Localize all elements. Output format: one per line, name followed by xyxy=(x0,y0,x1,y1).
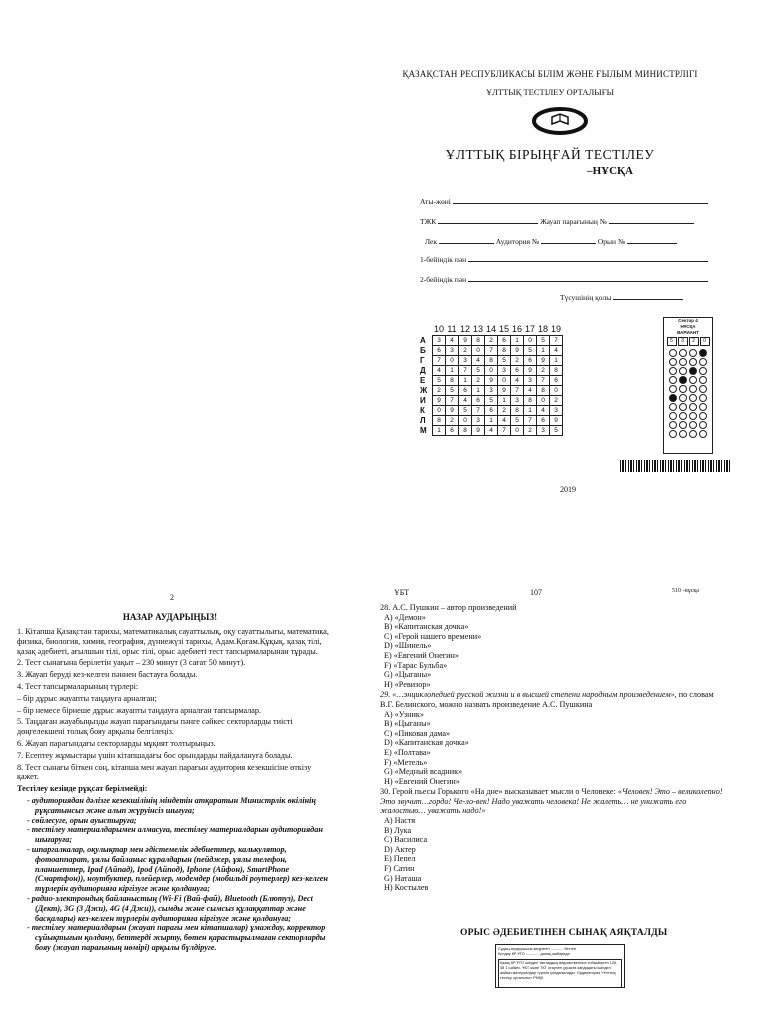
grid-cell: 5 xyxy=(550,426,563,436)
stamp-body: Қазақ КР ҰТО ішіндегі таптардың ведомственных тобымерген 126, 38 1 сәйкес. ҰБТ және ТКТ отаулен ұқсаста кандидаты ішіндегі жайын материалдар түрліге қолданылады. Ординатория «Ұлттық тестіку орталығы» РМҚК xyxy=(498,959,622,988)
page-variant: 510 -нұсқа xyxy=(672,588,699,594)
page-code: ҰБТ xyxy=(394,588,410,597)
instruction-item: – бір немесе бірнеше дұрыс жауапты таңдауға арналған тапсырмалар. xyxy=(17,705,262,715)
grid-cell: 3 xyxy=(537,426,550,436)
instruction-item: 8. Тест сынағы біткен соң, кітапша мен жауап парағын аудитория кезекшісіне өткізу қажет. xyxy=(17,762,312,782)
omr-bubble-row xyxy=(664,412,712,420)
rule-item: - сөйлесуге, орын ауыстыруға; xyxy=(27,816,335,826)
grid-cell: 0 xyxy=(550,386,563,396)
grid-col-header: 13 xyxy=(472,323,483,334)
grid-cell: 1 xyxy=(485,416,498,426)
grid-cell: 9 xyxy=(459,336,472,346)
grid-row-label: А xyxy=(420,336,426,345)
grid-cell: 4 xyxy=(459,396,472,406)
answer-option: B) «Цыганы» xyxy=(384,719,431,729)
year: 2019 xyxy=(560,485,576,494)
grid-cell: 0 xyxy=(485,366,498,376)
answer-option: C) «Пиковая дама» xyxy=(384,728,451,738)
omr-bubble xyxy=(699,385,707,393)
profile1-field xyxy=(420,253,708,264)
omr-bubble xyxy=(699,403,707,411)
grid-cell: 6 xyxy=(459,386,472,396)
omr-bubble xyxy=(699,412,707,420)
profile2-label: 2-бейіндік пән xyxy=(420,275,467,284)
iin-label: ТЖК xyxy=(420,217,437,226)
rules-heading: Тестілеу кезінде рұқсат берілмейді: xyxy=(17,784,148,794)
grid-cell: 1 xyxy=(537,346,550,356)
grid-cell: 0 xyxy=(459,416,472,426)
answer-option: B) «Капитанская дочка» xyxy=(384,622,469,632)
instruction-item: – бір дұрыс жауапты таңдауға арналған; xyxy=(17,693,157,703)
omr-bubble xyxy=(689,349,697,357)
grid-cell: 1 xyxy=(459,376,472,386)
omr-bubble-row xyxy=(664,349,712,357)
grid-cell: 1 xyxy=(524,406,537,416)
grid-cell: 6 xyxy=(524,356,537,366)
stamp-line: Қолдау КР ҰТО ............. данаң жабарида xyxy=(498,952,570,956)
omr-bubble-row xyxy=(664,385,712,393)
instruction-item: 6. Жауап парағындағы секторларды мұқият толтырыңыз. xyxy=(17,738,216,748)
grid-cell: 5 xyxy=(446,386,459,396)
grid-cell: 1 xyxy=(511,336,524,346)
approval-stamp xyxy=(495,944,625,988)
answer-option: D) «Капитанская дочка» xyxy=(384,738,469,748)
grid-cell: 5 xyxy=(472,366,485,376)
answer-option: A) «Узник» xyxy=(384,709,424,719)
omr-bubble xyxy=(689,421,697,429)
answer-option: F) «Метель» xyxy=(384,757,428,767)
grid-col-header: 17 xyxy=(524,323,535,334)
grid-row-label: И xyxy=(420,396,426,405)
grid-col-header: 18 xyxy=(537,323,548,334)
grid-col-header: 10 xyxy=(433,323,444,334)
omr-bubble xyxy=(669,403,677,411)
grid-row xyxy=(420,336,563,346)
omr-bubble xyxy=(699,376,707,384)
grid-cell: 7 xyxy=(472,406,485,416)
grid-cell: 6 xyxy=(433,346,446,356)
grid-cell: 3 xyxy=(446,346,459,356)
omr-bubble xyxy=(679,394,687,402)
cover-page xyxy=(380,55,750,510)
grid-cell: 5 xyxy=(511,416,524,426)
grid-cell: 3 xyxy=(485,386,498,396)
grid-cell: 3 xyxy=(511,396,524,406)
grid-cell: 4 xyxy=(511,376,524,386)
questions-page xyxy=(380,582,740,1024)
answer-option: D) «Шинель» xyxy=(384,641,432,651)
rule-item: - шпаргалкалар, оқулықтар мен әдістемелік әдебиеттер, калькулятор, фотоаппарат, ұялы байланыс құралдарын (пейджер, ұялы телефон, планшеттер, Ipad (Айпад), Ipod (Айпод), Iphone (Айфон), SmartPhone (Смартфон)), ноутбуктер, плейерлер, модемдер (мобильді роутерлер) кез-келген түрлерін аудиторияға кіргізуге және қолдануға; xyxy=(27,845,335,894)
omr-bubble-row xyxy=(664,358,712,366)
grid-row-label: М xyxy=(420,426,427,435)
instruction-item: 2. Тест сынағына берілетін уақыт – 230 минут (3 сағат 50 минут). xyxy=(17,658,246,668)
grid-cell: 1 xyxy=(433,426,446,436)
omr-bubble xyxy=(699,349,707,357)
answer-option: H) Костылев xyxy=(384,883,429,893)
ntc-logo-icon xyxy=(530,105,590,137)
grid-cell: 4 xyxy=(485,426,498,436)
grid-cell: 2 xyxy=(472,376,485,386)
grid-row xyxy=(420,426,563,436)
instruction-item: 5. Таңдаған жауабыңызды жауап парағындағы пәнге сәйкес секторларды тиісті дөңгелекшені толық бояу арқылы белгілеңіз. xyxy=(17,717,293,737)
grid-cell: 6 xyxy=(550,376,563,386)
grid-cell: 7 xyxy=(446,396,459,406)
question-28-options xyxy=(380,613,725,690)
omr-header-kz: НҰСҚА xyxy=(680,324,696,329)
omr-bubble xyxy=(669,421,677,429)
omr-bubble xyxy=(669,349,677,357)
omr-bubble xyxy=(689,403,697,411)
grid-cell: 8 xyxy=(511,406,524,416)
omr-bubble xyxy=(679,430,687,438)
grid-cell: 8 xyxy=(446,376,459,386)
grid-cell: 3 xyxy=(433,336,446,346)
grid-cell: 6 xyxy=(511,366,524,376)
grid-col-header: 11 xyxy=(447,323,457,334)
grid-cell: 2 xyxy=(550,396,563,406)
rule-item: - тестілеу материалдарымен алмасуға, тестілеу материалдарын аудиториядан шығаруға; xyxy=(27,825,335,845)
grid-cell: 2 xyxy=(446,416,459,426)
omr-bubble xyxy=(689,430,697,438)
grid-cell: 6 xyxy=(485,406,498,416)
grid-cell: 4 xyxy=(524,386,537,396)
omr-bubble-row xyxy=(664,430,712,438)
grid-cell: 2 xyxy=(511,356,524,366)
grid-cell: 6 xyxy=(446,426,459,436)
instructions-page xyxy=(5,567,375,1027)
grid-cell: 5 xyxy=(459,406,472,416)
omr-bubble xyxy=(679,349,687,357)
grid-cell: 9 xyxy=(433,396,446,406)
omr-bubble xyxy=(679,367,687,375)
end-of-test-heading: ОРЫС ӘДЕБИЕТІНЕН СЫНАҚ АЯҚТАЛДЫ xyxy=(460,928,668,938)
omr-bubble xyxy=(679,421,687,429)
omr-bubble xyxy=(679,403,687,411)
answer-option: C) Василиса xyxy=(384,835,428,845)
omr-bubble xyxy=(699,367,707,375)
grid-cell: 0 xyxy=(433,406,446,416)
grid-row xyxy=(420,416,563,426)
omr-bubble xyxy=(679,376,687,384)
rules-list xyxy=(17,796,335,953)
omr-bubble xyxy=(689,412,697,420)
grid-cell: 4 xyxy=(433,366,446,376)
grid-cell: 9 xyxy=(550,416,563,426)
profile1-label: 1-бейіндік пән xyxy=(420,255,467,264)
answer-option: A) Настя xyxy=(384,816,416,826)
grid-cell: 1 xyxy=(550,356,563,366)
omr-bubble-row xyxy=(664,367,712,375)
grid-cell: 3 xyxy=(524,376,537,386)
profile2-field xyxy=(420,273,708,284)
grid-row-label: Л xyxy=(420,416,426,425)
answer-option: A) «Демон» xyxy=(384,612,426,622)
omr-bubbles xyxy=(664,349,712,438)
rule-item: - радио-электрондық байланыстың (Wi-Fi (Вай-фай), Bluetooth (Блютуз), Dect (Дект), 3G (3 Джи), 4G (4 Джи)), сымды және сымсыз құлаққаптар және басқалары) кез-келген түрлерін аудиторияға кіргізуге және қолдануға; xyxy=(27,894,335,923)
answer-option: H) «Ревизор» xyxy=(384,679,431,689)
grid-cell: 9 xyxy=(485,376,498,386)
omr-bubble xyxy=(669,385,677,393)
grid-cell: 9 xyxy=(511,346,524,356)
grid-row-label: К xyxy=(420,406,425,415)
omr-bubble xyxy=(699,421,707,429)
grid-cell: 6 xyxy=(498,336,511,346)
answer-option: E) Пепел xyxy=(384,854,416,864)
grid-cell: 0 xyxy=(472,346,485,356)
omr-digit: 0 xyxy=(700,337,710,346)
attention-heading: НАЗАР АУДАРЫҢЫЗ! xyxy=(122,612,218,622)
answer-option: E) «Евгений Онегин» xyxy=(384,650,459,660)
grid-cell: 7 xyxy=(524,416,537,426)
grid-row xyxy=(420,386,563,396)
grid-row xyxy=(420,366,563,376)
grid-cell: 7 xyxy=(485,346,498,356)
variant-omr-box xyxy=(663,317,713,454)
grid-cell: 6 xyxy=(537,416,550,426)
grid-cell: 1 xyxy=(446,366,459,376)
omr-bubble xyxy=(699,394,707,402)
grid-cell: 8 xyxy=(524,396,537,406)
omr-digit: 3 xyxy=(678,337,688,346)
grid-cell: 4 xyxy=(537,406,550,416)
grid-cell: 2 xyxy=(485,336,498,346)
omr-bubble-row xyxy=(664,376,712,384)
question-29-text: по словам В.Г. Белинского, можно назвать произведение А.С. Пушкина xyxy=(380,690,714,709)
grid-cell: 2 xyxy=(459,346,472,356)
instruction-item: 1. Кітапша Қазақстан тарихы, математикалық сауаттылық, оқу сауаттылығы, математика, физика, биология, химия, география, дүниежүзі тарихы, Адам.Қоғам.Құқық, қазақ тілі, қазақ әдебиеті, ағылшын тілі, орыс тілі, орыс әдебиеті тест тапсырмаларынан тұрады. xyxy=(17,627,329,656)
omr-bubble xyxy=(669,412,677,420)
omr-bubble xyxy=(689,358,697,366)
grid-cell: 9 xyxy=(537,356,550,366)
omr-digit: 2 xyxy=(689,337,699,346)
rule-item: - аудиториядан дәлізге кезекшілінің міндетін атқаратын Министрлік өкілінің рұқсатынсыз және алып жүруінсіз шығуға; xyxy=(27,796,335,816)
answer-option: C) «Герой нашего времени» xyxy=(384,631,482,641)
grid-cell: 9 xyxy=(498,386,511,396)
grid-cell: 1 xyxy=(498,396,511,406)
omr-bubble xyxy=(689,394,697,402)
grid-row-label: Г xyxy=(420,356,425,365)
grid-cell: 7 xyxy=(537,376,550,386)
auditorium-label: Аудитория № xyxy=(495,237,540,246)
grid-cell: 7 xyxy=(511,386,524,396)
omr-bubble xyxy=(669,394,677,402)
question-30-options xyxy=(380,816,725,893)
grid-cell: 5 xyxy=(433,376,446,386)
omr-bubble xyxy=(669,376,677,384)
grid-cell: 2 xyxy=(498,406,511,416)
grid-cell: 8 xyxy=(433,416,446,426)
answer-sheet-label: Жауап парағының № xyxy=(540,217,607,226)
answer-option: B) Лука xyxy=(384,825,412,835)
stream-field xyxy=(425,235,677,246)
instruction-item: 4. Тест тапсырмаларының түрлері: xyxy=(17,681,139,691)
omr-bubble xyxy=(669,358,677,366)
grid-row xyxy=(420,346,563,356)
answer-option: E) «Полтава» xyxy=(384,747,431,757)
instruction-item: 7. Есептеу жұмыстары үшін кітапшадағы бос орындарды пайдалануға болады. xyxy=(17,750,293,760)
page-number: 2 xyxy=(170,593,174,602)
grid-row-label: Б xyxy=(420,346,426,355)
grid-row-label: Е xyxy=(420,376,426,385)
grid-cell: 2 xyxy=(537,366,550,376)
answer-option: D) Актер xyxy=(384,844,416,854)
grid-cell: 8 xyxy=(550,366,563,376)
ministry-name: ҚАЗАҚСТАН РЕСПУБЛИКАСЫ БІЛІМ ЖӘНЕ ҒЫЛЫМ МИНИСТРЛІГІ xyxy=(402,69,698,79)
grid-col-header: 16 xyxy=(511,323,522,334)
rule-item: - тестілеу материалдарын (жауап парағы мен кітапшалар) ұмаждау, корректор сұйықтығын қолдану, беттерді жырту, бөтен қарастырылмаған секторларды бояу (жауап парағының нөмірі) арқылы бүлдіруге. xyxy=(27,923,335,952)
omr-bubble xyxy=(669,430,677,438)
seat-label: Орын № xyxy=(597,237,626,246)
grid-cell: 0 xyxy=(511,426,524,436)
grid-cell: 5 xyxy=(537,336,550,346)
answer-option: G) Наташа xyxy=(384,873,422,883)
grid-cell: 9 xyxy=(446,406,459,416)
name-field xyxy=(420,195,708,206)
grid-cell: 8 xyxy=(498,346,511,356)
grid-cell: 3 xyxy=(498,366,511,376)
omr-bubble xyxy=(669,367,677,375)
grid-cell: 0 xyxy=(498,376,511,386)
omr-bubble xyxy=(689,385,697,393)
question-29-options xyxy=(380,710,725,787)
grid-col-header: 15 xyxy=(498,323,509,334)
question-29 xyxy=(380,690,725,709)
name-label: Аты-жөні xyxy=(420,197,451,206)
question-28: 28. А.С. Пушкин – автор произведений xyxy=(380,603,517,612)
question-30 xyxy=(380,787,725,816)
grid-cell: 8 xyxy=(472,336,485,346)
omr-bubble xyxy=(699,358,707,366)
questions-body xyxy=(380,602,725,893)
grid-cell: 0 xyxy=(446,356,459,366)
grid-cell: 1 xyxy=(472,386,485,396)
omr-bubble-row xyxy=(664,394,712,402)
grid-cell: 9 xyxy=(472,426,485,436)
grid-cell: 7 xyxy=(433,356,446,366)
stream-label: Лек xyxy=(425,237,438,246)
grid-cell: 4 xyxy=(498,416,511,426)
grid-cell: 3 xyxy=(472,416,485,426)
grid-col-header: 14 xyxy=(485,323,496,334)
grid-row xyxy=(420,406,563,416)
question-29-quote: 29. «…энциклопедией русской жизни и в высшей степени народным произведением», xyxy=(380,690,677,700)
grid-cell: 3 xyxy=(459,356,472,366)
grid-col-header: 19 xyxy=(550,323,561,334)
barcode xyxy=(620,460,730,472)
question-30-text: 30. Герой пьесы Горького «На дне» высказывает мысли о Человеке: xyxy=(380,787,618,797)
grid-cell: 7 xyxy=(459,366,472,376)
answer-option: G) «Цыганы» xyxy=(384,670,432,680)
instruction-item: 3. Жауап беруді кез-келген пәннен бастауға болады. xyxy=(17,670,198,680)
omr-header-ru: ВАРИАНТ xyxy=(677,330,699,335)
grid-cell: 3 xyxy=(550,406,563,416)
grid-cell: 8 xyxy=(537,386,550,396)
question-30-quote: «Человек! Это – великолепно! Это звучит…гордо! Че-ло-век! Надо уважать человека! Не жалеть… не унижать его жалостью… уважать надо!» xyxy=(380,787,723,816)
grid-cell: 0 xyxy=(524,336,537,346)
grid-col-header: 12 xyxy=(459,323,470,334)
grid-cell: 7 xyxy=(498,426,511,436)
grid-cell: 2 xyxy=(433,386,446,396)
grid-cell: 5 xyxy=(498,356,511,366)
answer-option: F) «Тарас Бульба» xyxy=(384,660,448,670)
test-title: ҰЛТТЫҚ БІРЫҢҒАЙ ТЕСТІЛЕУ xyxy=(445,147,655,162)
grid-cell: 4 xyxy=(446,336,459,346)
grid-cell: 9 xyxy=(524,366,537,376)
instructions-body xyxy=(17,627,335,953)
grid-cell: 6 xyxy=(472,396,485,406)
answer-option: H) «Евгений Онегин» xyxy=(384,776,460,786)
omr-bubble-row xyxy=(664,421,712,429)
omr-bubble xyxy=(679,358,687,366)
omr-bubble-row xyxy=(664,403,712,411)
omr-bubble xyxy=(679,412,687,420)
grid-cell: 4 xyxy=(550,346,563,356)
grid-cell: 8 xyxy=(485,356,498,366)
omr-bubble xyxy=(689,376,697,384)
grid-row xyxy=(420,396,563,406)
page-number: 107 xyxy=(530,588,542,597)
variant-label: –НҰСҚА xyxy=(587,165,633,177)
grid-cell: 0 xyxy=(537,396,550,406)
grid-row xyxy=(420,376,563,386)
omr-digit: 5 xyxy=(667,337,677,346)
grid-row-label: Ж xyxy=(420,386,428,395)
center-name: ҰЛТТЫҚ ТЕСТІЛЕУ ОРТАЛЫҒЫ xyxy=(485,87,615,97)
grid-cell: 5 xyxy=(485,396,498,406)
grid-row xyxy=(420,356,563,366)
omr-bubble xyxy=(699,430,707,438)
iin-field xyxy=(420,215,694,226)
signature-field xyxy=(560,291,683,302)
grid-row-label: Д xyxy=(420,366,426,375)
answer-option: F) Сатин xyxy=(384,864,415,874)
grid-cell: 8 xyxy=(459,426,472,436)
omr-bubble xyxy=(689,367,697,375)
grid-cell: 7 xyxy=(550,336,563,346)
code-grid xyxy=(420,323,563,436)
omr-bubble xyxy=(679,385,687,393)
omr-sector-label: Сектор 4 xyxy=(678,318,698,323)
signature-label: Түсушінің қолы xyxy=(560,293,612,302)
grid-cell: 2 xyxy=(524,426,537,436)
grid-cell: 5 xyxy=(524,346,537,356)
grid-cell: 4 xyxy=(472,356,485,366)
answer-option: G) «Медный всадник» xyxy=(384,767,463,777)
stamp-line: Судың атқарушысы кеңірінен ............ беттен xyxy=(498,947,577,951)
